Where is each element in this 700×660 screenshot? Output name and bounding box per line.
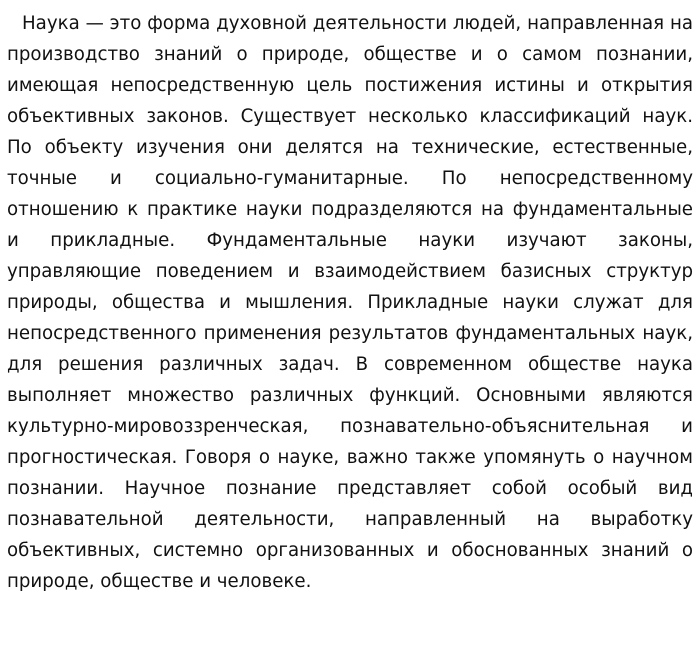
text-paragraph: Наука — это форма духовной деятельности людей, направленная на производство знаний о природе, обществе и о самом познании, имеющая непосредственную цель постижения истины и открытия объективных законов. Существует несколько классификаций наук. По объекту изучения они делятся на технические, естественные, точные и социально-гуманитарные. По непосредственному отношению к практике науки подразделяются на фундаментальные и прикладные. Фундаментальные науки изучают законы, управляющие поведением и взаимодействием базисных структур природы, общества и мышления. Прикладные науки служат для непосредственного применения результатов фундаментальных наук, для решения различных задач. В современном обществе наука выполняет множество различных функций. Основными являются культурно-мировоззренческая, познавательно-объяснительная и прогностическая. Говоря о науке, важно также упомянуть о научном познании. Научное познание представляет собой особый вид познавательной деятельности, направленный на выработку объективных, системно организованных и обоснованных знаний о природе, обществе и человеке. xyxy=(7,13,693,592)
document-body xyxy=(7,8,693,597)
